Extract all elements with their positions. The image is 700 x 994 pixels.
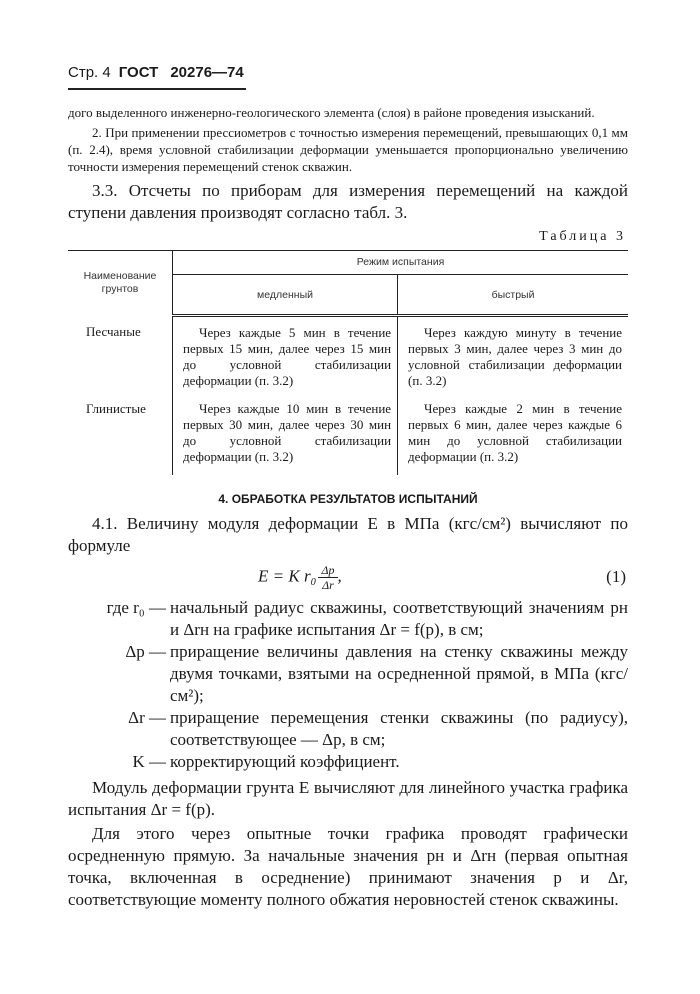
definition-item — [68, 641, 628, 707]
row-fast: Через каждые 2 мин в течение первых 6 мин, далее через каждые 6 мин до условной стабилизации деформации (п. 3.2) — [398, 393, 628, 475]
formula-1 — [68, 559, 628, 597]
section-title: 4. ОБРАБОТКА РЕЗУЛЬТАТОВ ИСПЫТАНИЙ — [218, 492, 478, 506]
definition-text: приращение перемещения стенки скважины (по радиусу), соответствующее — Δp, в см; — [170, 708, 628, 749]
table-row — [68, 316, 628, 394]
group-header-mode: Режим испытания — [173, 251, 629, 275]
definition-term: Δp — — [125, 642, 166, 661]
formula-numerator: Δp — [318, 563, 337, 578]
page-number: Стр. 4 — [68, 64, 111, 81]
definitions-list — [68, 597, 628, 773]
paragraph-continued: дого выделенного инженерно-геологического элемента (слоя) в районе проведения изысканий. — [68, 105, 595, 120]
page-header — [68, 64, 244, 82]
paragraph-method: Для этого через опытные точки графика проводят графически осредненную прямую. За начальные значения pн и Δrн (первая опытная точка, включенная в осреднение) принимают значения p и Δr, соответствующие моменту полного обжатия неровностей стенок скважины. — [68, 824, 628, 909]
definition-text: начальный радиус скважины, соответствующий значениям pн и Δrн на графике испытания Δr = f(p), в см; — [170, 598, 628, 639]
table-row — [68, 393, 628, 475]
formula-tail: , — [337, 566, 342, 586]
definition-term: где r₀ — — [106, 598, 166, 617]
definition-item — [68, 597, 628, 641]
row-slow: Через каждые 10 мин в течение первых 30 мин, далее через 30 мин до условной стабилизации деформации (п. 3.2) — [173, 393, 398, 475]
paragraph-3-3: 3.3. Отсчеты по приборам для измерения перемещений на каждой ступени давления производят согласно табл. 3. — [68, 181, 628, 222]
definition-text: приращение величины давления на стенку скважины между двумя точками, взятыми на осредненной прямой, в МПа (кгс/см²); — [170, 642, 628, 705]
column-header-slow: медленный — [173, 275, 398, 316]
definition-item — [68, 751, 628, 773]
row-soil: Песчаные — [86, 323, 141, 339]
paragraph-modulus: Модуль деформации грунта E вычисляют для линейного участка графика испытания Δr = f(p). — [68, 778, 628, 819]
formula-lhs: E = K r₀ — [258, 566, 317, 586]
definition-term: K — — [132, 752, 166, 771]
definition-item — [68, 707, 628, 751]
table-caption: Таблица 3 — [539, 229, 626, 244]
definition-text: корректирующий коэффициент. — [170, 752, 400, 771]
row-fast: Через каждую минуту в течение первых 3 мин, далее через 3 мин до условной стабилизации деформации (п. 3.2) — [398, 316, 628, 394]
column-header-fast: быстрый — [398, 275, 628, 316]
row-slow: Через каждые 5 мин в течение первых 15 мин, далее через 15 мин до условной стабилизации деформации (п. 3.2) — [173, 316, 398, 394]
note-2: 2. При применении прессиометров с точностью измерения перемещений, превышающих 0,1 мм (п. 2.4), время условной стабилизации деформации уменьшается пропорционально увеличению точности измерения перемещений стенок скважин. — [68, 125, 628, 174]
column-header-soil: Наименование грунтов — [83, 270, 157, 296]
formula-fraction — [318, 563, 337, 592]
page-body — [68, 104, 628, 911]
formula-denominator: Δr — [322, 578, 334, 592]
table-3 — [68, 250, 628, 475]
formula-expression — [258, 563, 342, 592]
standard-label: ГОСТ — [118, 64, 159, 81]
standard-number: 20276—74 — [170, 64, 244, 81]
equation-number: (1) — [606, 567, 626, 586]
paragraph-4-1: 4.1. Величину модуля деформации E в МПа (кгс/см²) вычисляют по формуле — [68, 514, 628, 555]
row-soil: Глинистые — [86, 401, 146, 416]
definition-term: Δr — — [128, 708, 166, 727]
header-rule — [68, 88, 246, 90]
